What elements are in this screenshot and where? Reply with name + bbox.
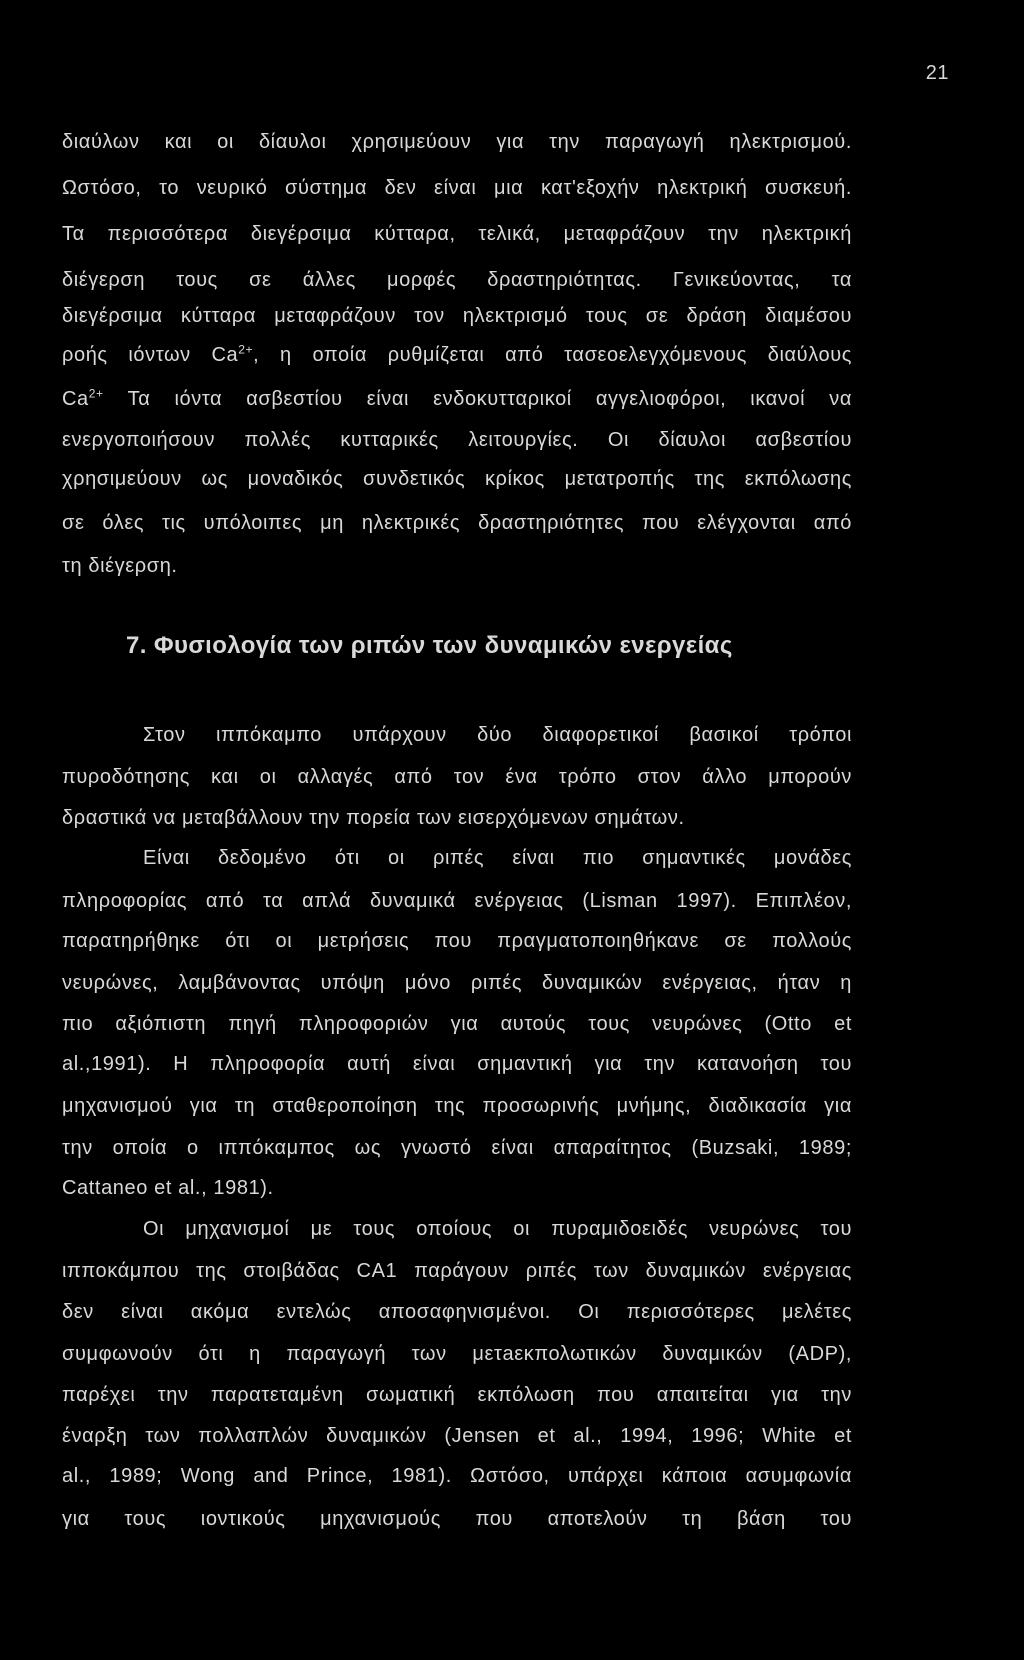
- text-line: al., 1989; Wong and Prince, 1981). Ωστόσο, υπάρχει κάποια ασυμφωνία: [62, 1465, 852, 1487]
- text-segment: ροής ιόντων Ca: [62, 344, 239, 366]
- text-line: Στον ιππόκαμπο υπάρχουν δύο διαφορετικοί βασικοί τρόποι: [143, 724, 852, 746]
- text-line: [62, 387, 852, 411]
- text-line: διέγερση τους σε άλλες μορφές δραστηριότητας. Γενικεύοντας, τα: [62, 269, 852, 291]
- text-line: παρατηρήθηκε ότι οι μετρήσεις που πραγματοποιηθήκανε σε πολλούς: [62, 930, 852, 952]
- text-line: τη διέγερση.: [62, 555, 178, 577]
- section-heading: 7. Φυσιολογία των ριπών των δυναμικών ενεργείας: [126, 632, 733, 659]
- text-line: Cattaneo et al., 1981).: [62, 1177, 274, 1199]
- text-line: πληροφορίας από τα απλά δυναμικά ενέργειας (Lisman 1997). Επιπλέον,: [62, 890, 852, 912]
- text-segment: Τα ιόντα ασβεστίου είναι ενδοκυτταρικοί αγγελιοφόροι, ικανοί να: [103, 388, 852, 410]
- text-segment: , η οποία ρυθμίζεται από τασεοελεγχόμενους διαύλους: [253, 344, 852, 366]
- text-line: Τα περισσότερα διεγέρσιμα κύτταρα, τελικά, μεταφράζουν την ηλεκτρική: [62, 223, 852, 245]
- text-line: έναρξη των πολλαπλών δυναμικών (Jensen et al., 1994, 1996; White et: [62, 1425, 852, 1447]
- text-line: δραστικά να μεταβάλλουν την πορεία των εισερχόμενων σημάτων.: [62, 807, 685, 829]
- text-line: πιο αξιόπιστη πηγή πληροφοριών για αυτούς τους νευρώνες (Otto et: [62, 1013, 852, 1035]
- text-line: χρησιμεύουν ως μοναδικός συνδετικός κρίκος μετατροπής της εκπόλωσης: [62, 468, 852, 490]
- text-line: την οποία ο ιππόκαμπος ως γνωστό είναι απαραίτητος (Buzsaki, 1989;: [62, 1137, 852, 1159]
- text-line: Ωστόσο, το νευρικό σύστημα δεν είναι μια κατ'εξοχήν ηλεκτρική συσκευή.: [62, 177, 852, 199]
- superscript: 2+: [88, 386, 104, 401]
- text-line: πυροδότησης και οι αλλαγές από τον ένα τρόπο στον άλλο μπορούν: [62, 766, 852, 788]
- text-line: δεν είναι ακόμα εντελώς αποσαφηνισμένοι. Οι περισσότερες μελέτες: [62, 1301, 852, 1323]
- text-line: διεγέρσιμα κύτταρα μεταφράζουν τον ηλεκτρισμό τους σε δράση διαμέσου: [62, 305, 852, 327]
- page-number: 21: [925, 62, 949, 84]
- text-line: συμφωνούν ότι η παραγωγή των μετaεκπολωτικών δυναμικών (ADP),: [62, 1343, 852, 1365]
- text-line: για τους ιοντικούς μηχανισμούς που αποτελούν τη βάση του: [62, 1508, 852, 1530]
- text-line: σε όλες τις υπόλοιπες μη ηλεκτρικές δραστηριότητες που ελέγχονται από: [62, 512, 852, 534]
- text-line: [62, 343, 852, 367]
- text-line: ιπποκάμπου της στοιβάδας CA1 παράγουν ριπές των δυναμικών ενέργειας: [62, 1260, 852, 1282]
- text-line: παρέχει την παρατεταμένη σωματική εκπόλωση που απαιτείται για την: [62, 1384, 852, 1406]
- text-line: ενεργοποιήσουν πολλές κυτταρικές λειτουργίες. Οι δίαυλοι ασβεστίου: [62, 429, 852, 451]
- text-segment: Ca: [62, 388, 89, 410]
- superscript: 2+: [238, 342, 254, 357]
- text-line: διαύλων και οι δίαυλοι χρησιμεύουν για την παραγωγή ηλεκτρισμού.: [62, 131, 852, 153]
- text-line: μηχανισμού για τη σταθεροποίηση της προσωρινής μνήμης, διαδικασία για: [62, 1095, 852, 1117]
- text-line: Είναι δεδομένο ότι οι ριπές είναι πιο σημαντικές μονάδες: [143, 847, 852, 869]
- text-line: al.,1991). Η πληροφορία αυτή είναι σημαντική για την κατανοήση του: [62, 1053, 852, 1075]
- text-line: Οι μηχανισμοί με τους οποίους οι πυραμιδοειδές νευρώνες του: [143, 1218, 852, 1240]
- text-line: νευρώνες, λαμβάνοντας υπόψη μόνο ριπές δυναμικών ενέργειας, ήταν η: [62, 972, 852, 994]
